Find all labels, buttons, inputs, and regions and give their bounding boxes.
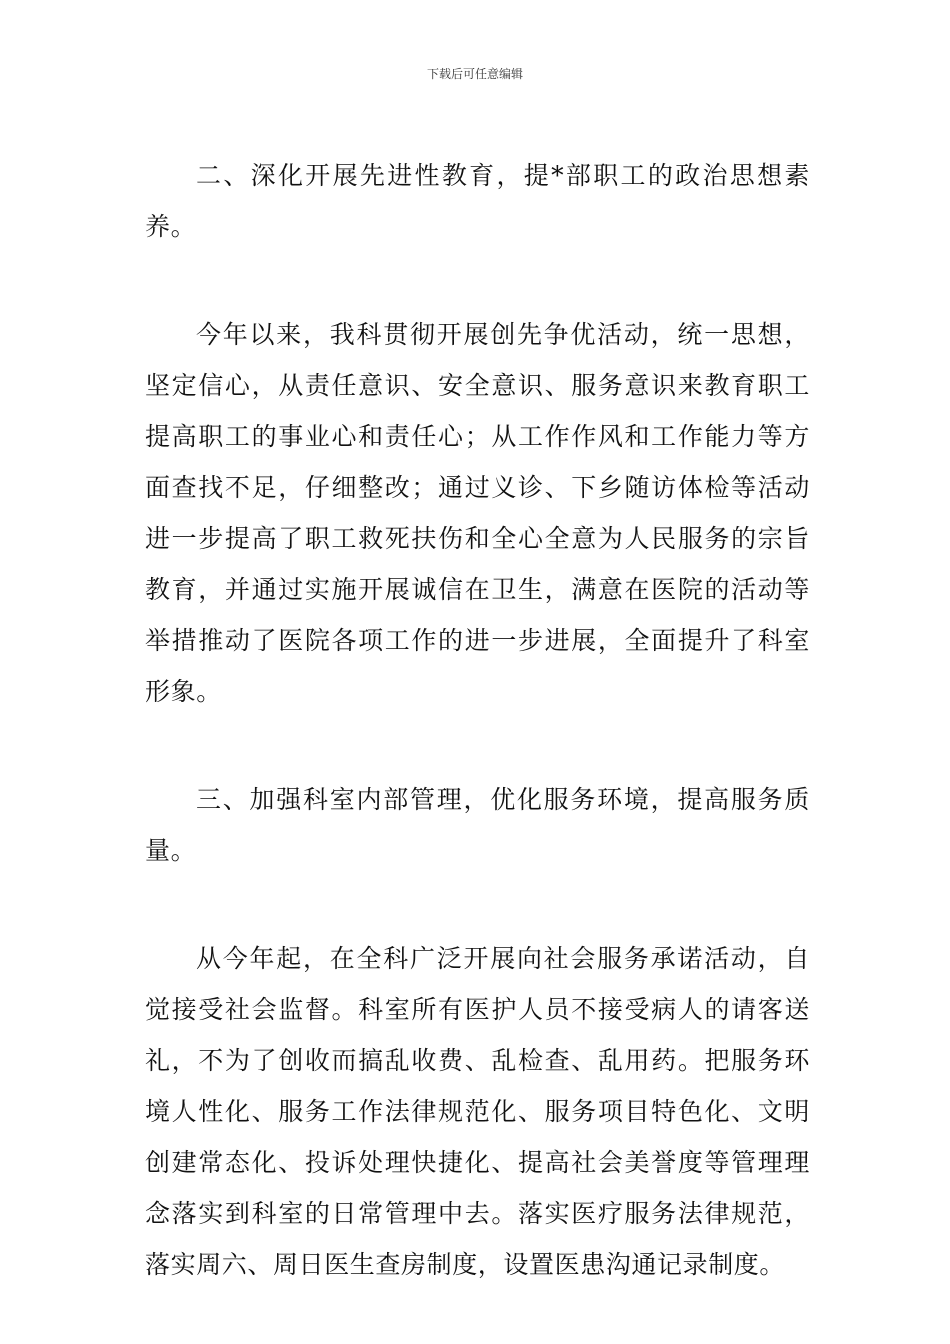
section-heading-2: 二、深化开展先进性教育，提*部职工的政治思想素养。 (145, 161, 810, 241)
section-heading-3: 三、加强科室内部管理，优化服务环境，提高服务质量。 (145, 785, 810, 865)
paragraph-gap (145, 876, 810, 933)
header-note: 下载后可任意编辑 (426, 67, 523, 81)
paragraph-gap (145, 252, 810, 309)
body-paragraph-2: 从今年起，在全科广泛开展向社会服务承诺活动，自觉接受社会监督。科室所有医护人员不接受病人的请客送礼，不为了创收而搞乱收费、乱检查、乱用药。把服务环境人性化、服务工作法律规范化、服务项目特色化、文明创建常态化、投诉处理快捷化、提高社会美誉度等管理理念落实到科室的日常管理中去。落实医疗服务法律规范，落实周六、周日医生查房制度，设置医患沟通记录制度。 (145, 944, 810, 1279)
paragraph-gap (145, 717, 810, 774)
body-paragraph-1: 今年以来，我科贯彻开展创先争优活动，统一思想，坚定信心，从责任意识、安全意识、服务意识来教育职工提高职工的事业心和责任心；从工作作风和工作能力等方面查找不足，仔细整改；通过义诊、下乡随访体检等活动进一步提高了职工救死扶伤和全心全意为人民服务的宗旨教育，并通过实施开展诚信在卫生，满意在医院的活动等举措推动了医院各项工作的进一步进展，全面提升了科室形象。 (145, 320, 810, 706)
document-body (145, 150, 810, 1290)
